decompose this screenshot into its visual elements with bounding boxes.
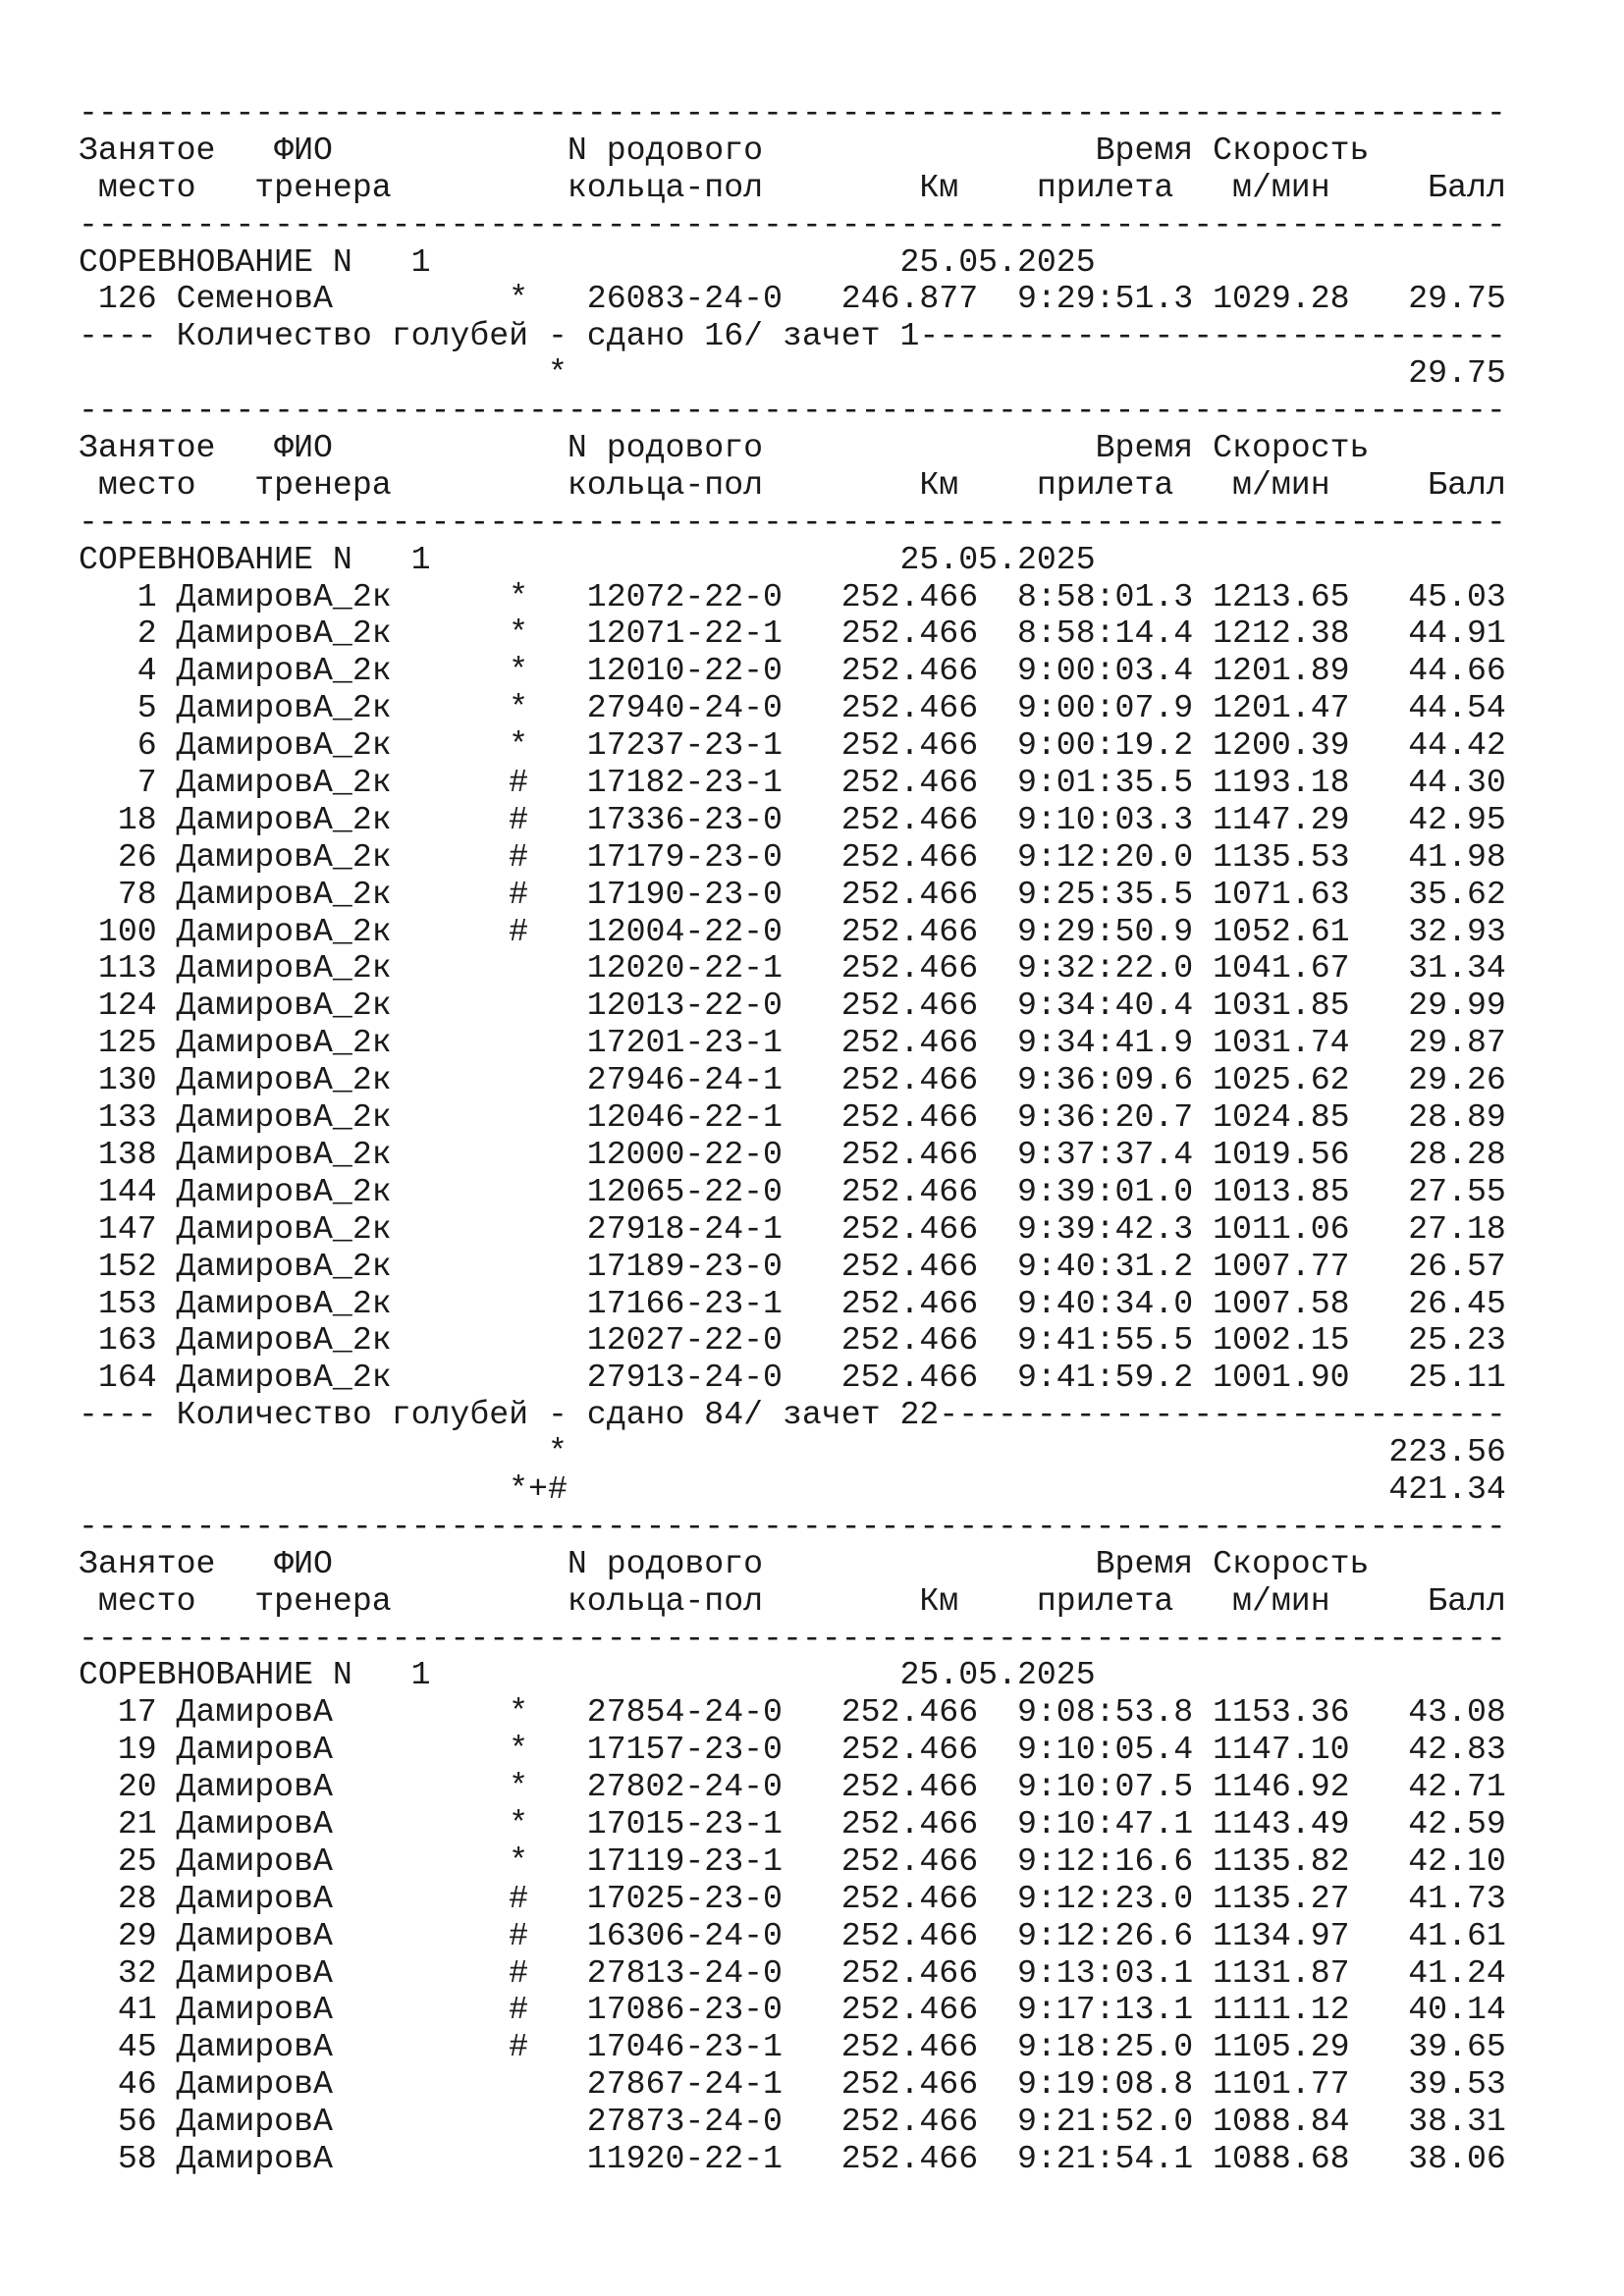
table-row: 2 ДамировА_2к * 12071-22-1 252.466 8:58:14.4 1212.38 44.91 xyxy=(79,614,1506,653)
table-row: 17 ДамировА * 27854-24-0 252.466 9:08:53.8 1153.36 43.08 xyxy=(79,1693,1506,1732)
table-row: 18 ДамировА_2к # 17336-23-0 252.466 9:10:03.3 1147.29 42.95 xyxy=(79,800,1506,838)
table-row: 58 ДамировА 11920-22-1 252.466 9:21:54.1 1088.68 38.06 xyxy=(79,2139,1506,2177)
table-row: 5 ДамировА_2к * 27940-24-0 252.466 9:00:07.9 1201.47 44.54 xyxy=(79,689,1506,727)
table-header-row: место тренера кольца-пол Км прилета м/мин Балл xyxy=(79,168,1506,206)
table-row: 26 ДамировА_2к # 17179-23-0 252.466 9:12:20.0 1135.53 41.98 xyxy=(79,837,1506,876)
separator-line: ------------------------------------------------------------------------- xyxy=(79,503,1506,541)
table-row: 1 ДамировА_2к * 12072-22-0 252.466 8:58:01.3 1213.65 45.03 xyxy=(79,577,1506,615)
table-row: 100 ДамировА_2к # 12004-22-0 252.466 9:29:50.9 1052.61 32.93 xyxy=(79,912,1506,950)
table-row: 138 ДамировА_2к 12000-22-0 252.466 9:37:37.4 1019.56 28.28 xyxy=(79,1135,1506,1173)
table-row: 7 ДамировА_2к # 17182-23-1 252.466 9:01:35.5 1193.18 44.30 xyxy=(79,764,1506,802)
separator-line: ------------------------------------------------------------------------- xyxy=(79,1619,1506,1657)
table-row: 164 ДамировА_2к 27913-24-0 252.466 9:41:59.2 1001.90 25.11 xyxy=(79,1359,1506,1397)
table-row: 163 ДамировА_2к 12027-22-0 252.466 9:41:55.5 1002.15 25.23 xyxy=(79,1321,1506,1360)
table-row: 125 ДамировА_2к 17201-23-1 252.466 9:34:41.9 1031.74 29.87 xyxy=(79,1024,1506,1062)
table-row: 19 ДамировА * 17157-23-0 252.466 9:10:05.4 1147.10 42.83 xyxy=(79,1731,1506,1769)
total-row: * 29.75 xyxy=(79,354,1506,393)
table-header-row: Занятое ФИО N родового Время Скорость xyxy=(79,131,1370,169)
table-header-row: Занятое ФИО N родового Время Скорость xyxy=(79,429,1370,467)
separator-line: ------------------------------------------------------------------------- xyxy=(79,392,1506,430)
table-row: 46 ДамировА 27867-24-1 252.466 9:19:08.8 1101.77 39.53 xyxy=(79,2065,1506,2104)
table-row: 126 СеменовА * 26083-24-0 246.877 9:29:51.3 1029.28 29.75 xyxy=(79,280,1506,318)
total-row: * 223.56 xyxy=(79,1433,1506,1471)
table-row: 133 ДамировА_2к 12046-22-1 252.466 9:36:20.7 1024.85 28.89 xyxy=(79,1098,1506,1137)
table-row: 78 ДамировА_2к # 17190-23-0 252.466 9:25:35.5 1071.63 35.62 xyxy=(79,875,1506,913)
table-row: 20 ДамировА * 27802-24-0 252.466 9:10:07.5 1146.92 42.71 xyxy=(79,1768,1506,1806)
table-row: 32 ДамировА # 27813-24-0 252.466 9:13:03.1 1131.87 41.24 xyxy=(79,1953,1506,1992)
table-row: 152 ДамировА_2к 17189-23-0 252.466 9:40:31.2 1007.77 26.57 xyxy=(79,1247,1506,1285)
table-header-row: место тренера кольца-пол Км прилета м/мин Балл xyxy=(79,1581,1506,1620)
table-row: 45 ДамировА # 17046-23-1 252.466 9:18:25.0 1105.29 39.65 xyxy=(79,2028,1506,2066)
table-row: 28 ДамировА # 17025-23-0 252.466 9:12:23.0 1135.27 41.73 xyxy=(79,1879,1506,1917)
table-row: 144 ДамировА_2к 12065-22-0 252.466 9:39:01.0 1013.85 27.55 xyxy=(79,1172,1506,1210)
separator-line: ------------------------------------------------------------------------- xyxy=(79,205,1506,243)
table-row: 4 ДамировА_2к * 12010-22-0 252.466 9:00:03.4 1201.89 44.66 xyxy=(79,652,1506,690)
table-header-row: Занятое ФИО N родового Время Скорость xyxy=(79,1544,1370,1582)
competition-title: СОРЕВНОВАНИЕ N 1 25.05.2025 xyxy=(79,1656,1096,1694)
table-row: 130 ДамировА_2к 27946-24-1 252.466 9:36:09.6 1025.62 29.26 xyxy=(79,1061,1506,1099)
results-report xyxy=(79,95,1551,2178)
summary-line: ---- Количество голубей - сдано 16/ зачет 1------------------------------ xyxy=(79,317,1506,355)
total-row: *+# 421.34 xyxy=(79,1469,1506,1508)
competition-title: СОРЕВНОВАНИЕ N 1 25.05.2025 xyxy=(79,242,1096,281)
table-row: 6 ДамировА_2к * 17237-23-1 252.466 9:00:19.2 1200.39 44.42 xyxy=(79,726,1506,765)
table-row: 147 ДамировА_2к 27918-24-1 252.466 9:39:42.3 1011.06 27.18 xyxy=(79,1209,1506,1248)
separator-line: ------------------------------------------------------------------------- xyxy=(79,1507,1506,1545)
table-row: 124 ДамировА_2к 12013-22-0 252.466 9:34:40.4 1031.85 29.99 xyxy=(79,987,1506,1025)
summary-line: ---- Количество голубей - сдано 84/ зачет 22----------------------------- xyxy=(79,1396,1506,1434)
competition-title: СОРЕВНОВАНИЕ N 1 25.05.2025 xyxy=(79,540,1096,578)
table-row: 41 ДамировА # 17086-23-0 252.466 9:17:13.1 1111.12 40.14 xyxy=(79,1991,1506,2029)
separator-line: ------------------------------------------------------------------------- xyxy=(79,94,1506,132)
table-row: 21 ДамировА * 17015-23-1 252.466 9:10:47.1 1143.49 42.59 xyxy=(79,1804,1506,1842)
table-row: 25 ДамировА * 17119-23-1 252.466 9:12:16.6 1135.82 42.10 xyxy=(79,1842,1506,1880)
table-row: 56 ДамировА 27873-24-0 252.466 9:21:52.0 1088.84 38.31 xyxy=(79,2103,1506,2141)
table-row: 153 ДамировА_2к 17166-23-1 252.466 9:40:34.0 1007.58 26.45 xyxy=(79,1284,1506,1322)
table-row: 29 ДамировА # 16306-24-0 252.466 9:12:26.6 1134.97 41.61 xyxy=(79,1916,1506,1954)
table-header-row: место тренера кольца-пол Км прилета м/мин Балл xyxy=(79,465,1506,504)
table-row: 113 ДамировА_2к 12020-22-1 252.466 9:32:22.0 1041.67 31.34 xyxy=(79,949,1506,988)
